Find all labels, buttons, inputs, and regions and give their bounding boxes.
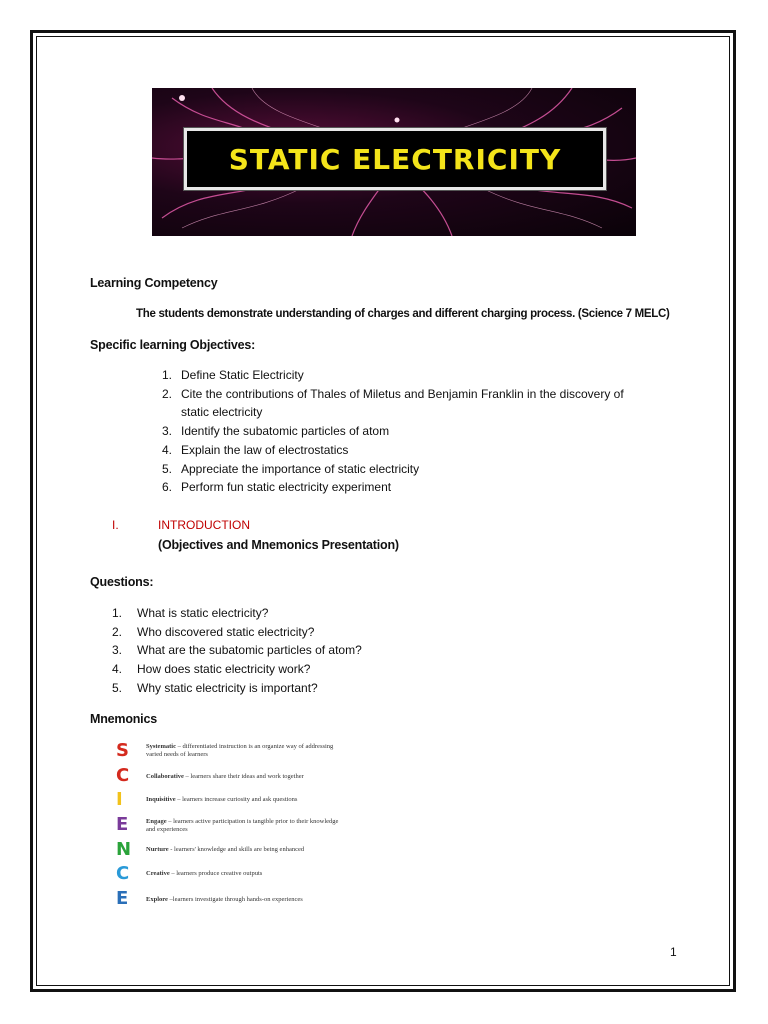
list-item: 5. Why static electricity is important? bbox=[112, 680, 318, 695]
section-numeral: I. bbox=[112, 518, 119, 532]
list-item: 2. Who discovered static electricity? bbox=[112, 624, 315, 639]
list-item: 3. What are the subatomic particles of atom? bbox=[112, 643, 362, 658]
mnemonic-letter: S bbox=[116, 740, 129, 761]
list-item: 6. Perform fun static electricity experiment bbox=[162, 480, 392, 495]
mnemonics-heading: Mnemonics bbox=[90, 712, 157, 726]
list-item: 2. Cite the contributions of Thales of Miletus and Benjamin Franklin in the discovery of static electricity bbox=[162, 386, 624, 420]
mnemonic-letter: C bbox=[116, 863, 130, 884]
list-item: 5. Appreciate the importance of static electricity bbox=[162, 461, 420, 476]
mnemonic-description: Nurture - learners' knowledge and skills are being enhanced bbox=[146, 846, 305, 853]
list-item: 4. How does static electricity work? bbox=[112, 662, 311, 677]
mnemonic-letter: E bbox=[116, 888, 129, 909]
objectives-list bbox=[162, 366, 642, 497]
section-subtitle: (Objectives and Mnemonics Presentation) bbox=[158, 538, 399, 552]
mnemonic-letter: C bbox=[116, 765, 130, 786]
learning-competency-heading: Learning Competency bbox=[90, 276, 218, 290]
list-item: 3. Identify the subatomic particles of atom bbox=[162, 424, 390, 439]
list-item: 4. Explain the law of electrostatics bbox=[162, 442, 349, 457]
mnemonic-description: Creative – learners produce creative outputs bbox=[146, 870, 263, 877]
mnemonic-description: Engage – learners active participation is tangible prior to their knowledge and experiences bbox=[146, 818, 339, 833]
page-number: 1 bbox=[670, 945, 677, 959]
learning-competency-text: The students demonstrate understanding of charges and different charging process. (Science 7 MELC) bbox=[136, 308, 670, 320]
mnemonic-description: Systematic – differentiated instruction is an organize way of addressing varied needs of learners bbox=[146, 743, 334, 758]
section-title: INTRODUCTION bbox=[158, 518, 250, 532]
mnemonic-description: Explore –learners investigate through hands-on experiences bbox=[146, 896, 303, 903]
questions-heading: Questions: bbox=[90, 575, 154, 589]
mnemonic-description: Collaborative – learners share their ideas and work together bbox=[146, 773, 304, 780]
list-item: 1. Define Static Electricity bbox=[162, 368, 304, 382]
mnemonic-letter: E bbox=[116, 814, 129, 835]
mnemonic-letter: N bbox=[116, 839, 132, 860]
mnemonic-letter: I bbox=[116, 789, 123, 810]
banner-title-box bbox=[184, 128, 606, 190]
questions-list bbox=[112, 604, 512, 698]
objectives-heading: Specific learning Objectives: bbox=[90, 338, 256, 352]
mnemonic-description: Inquisitive – learners increase curiosity and ask questions bbox=[146, 796, 298, 803]
document-title: STATIC ELECTRICITY bbox=[228, 142, 562, 176]
list-item: 1. What is static electricity? bbox=[112, 606, 269, 620]
